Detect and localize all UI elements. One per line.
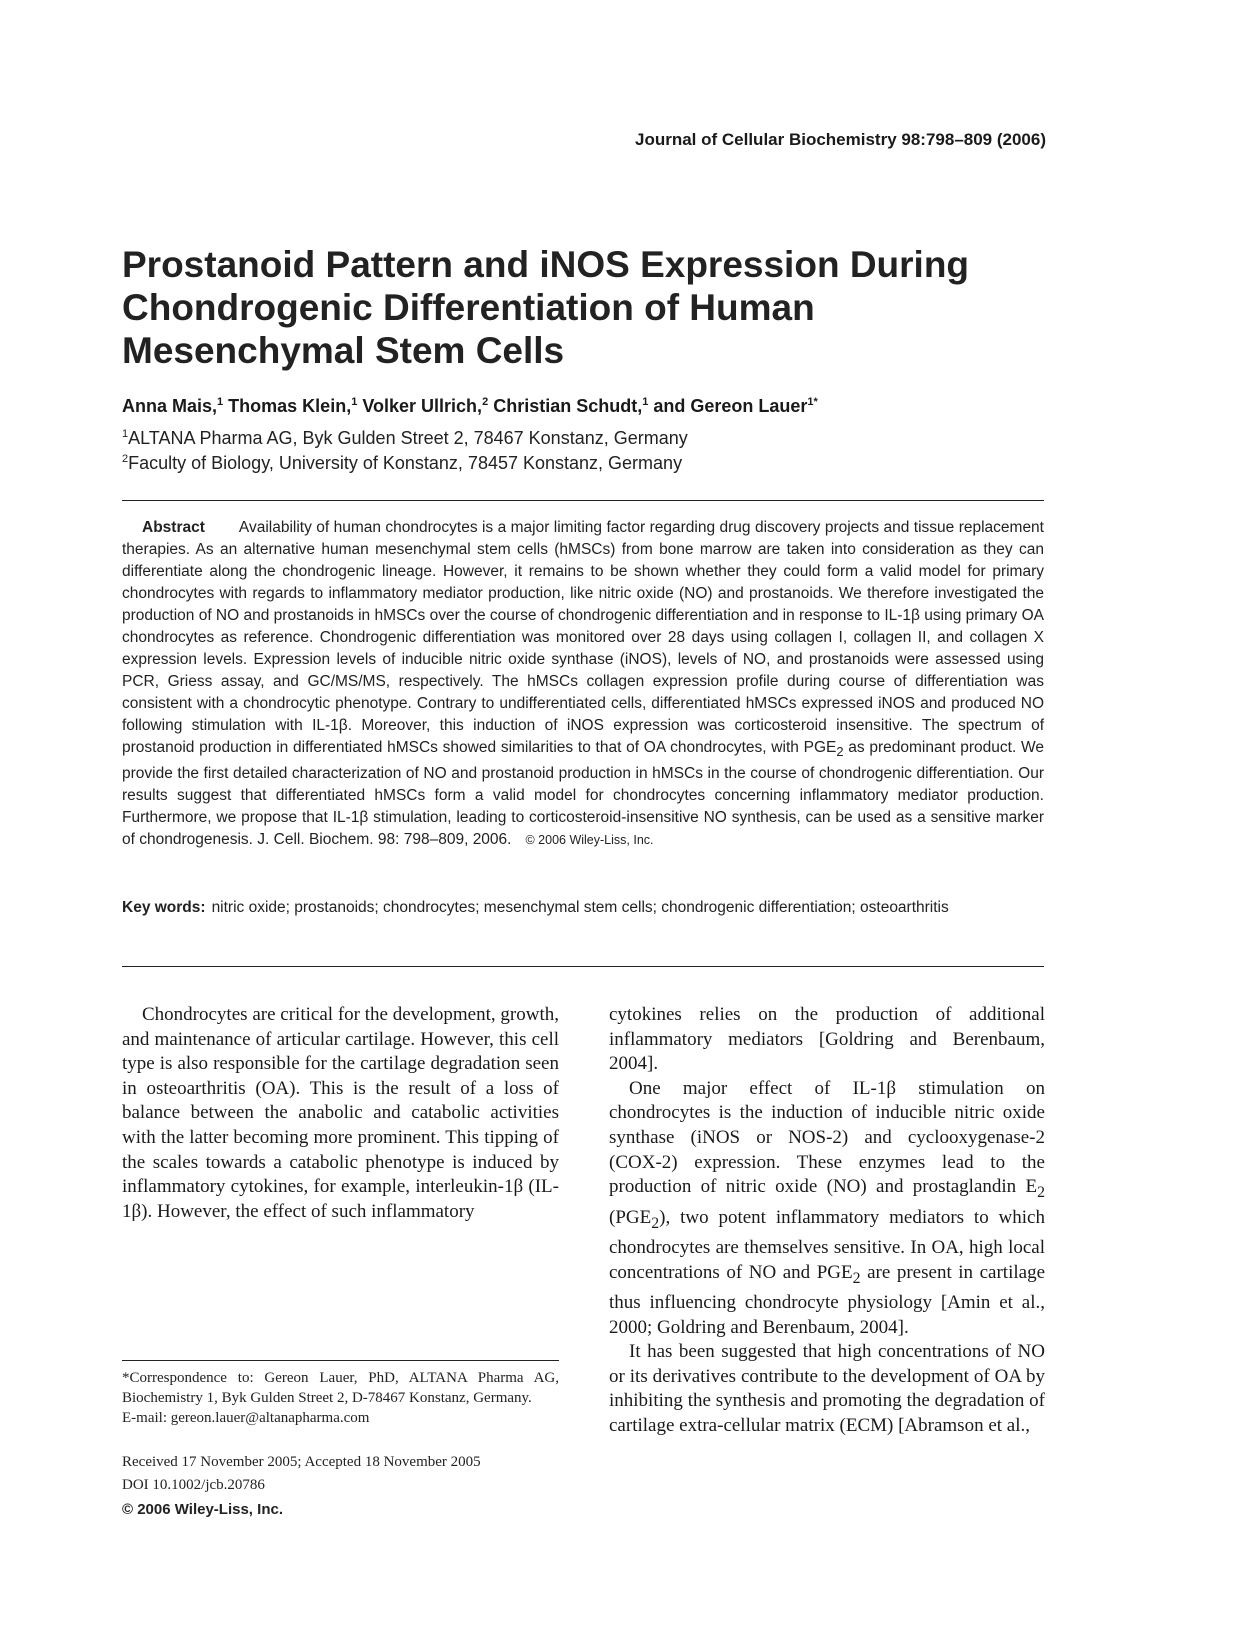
subscript: 2	[651, 1214, 660, 1232]
affiliation	[122, 453, 682, 474]
body-text: One major effect of IL-1β stimulation on chondrocytes is the induction of inducible nitric oxide synthase (iNOS or NOS-2) and cyclooxygenase-2 (COX-2) expression. These enzymes lead to the production of nitric oxide (NO) and prostaglandin E	[609, 1077, 1045, 1198]
author-affiliation-mark: 1	[351, 396, 358, 408]
author-name: Anna Mais,	[122, 396, 218, 416]
abstract-label: Abstract	[142, 519, 205, 536]
body-paragraph: It has been suggested that high concentrations of NO or its derivatives contribute to the development of OA by inhibiting the synthesis and promoting the degradation of cartilage extra-cellular matrix (ECM) [Abramson et al.,	[609, 1341, 1045, 1436]
doi: DOI 10.1002/jcb.20786	[122, 1477, 265, 1493]
keywords	[122, 897, 1044, 919]
journal-citation: Journal of Cellular Biochemistry 98:798–809 (2006)	[634, 130, 1046, 149]
author-list	[122, 396, 818, 417]
affiliation	[122, 428, 688, 449]
affiliation-number: 2	[122, 453, 129, 465]
divider	[122, 966, 1044, 967]
affiliation-text: ALTANA Pharma AG, Byk Gulden Street 2, 78467 Konstanz, Germany	[128, 428, 688, 448]
body-column-left	[122, 1003, 559, 1224]
title-line: Chondrogenic Differentiation of Human	[122, 287, 815, 328]
keywords-text: nitric oxide; prostanoids; chondrocytes; mesenchymal stem cells; chondrogenic differentiation; osteoarthritis	[211, 899, 949, 916]
title-line: Prostanoid Pattern and iNOS Expression During	[122, 244, 970, 285]
author-affiliation-mark: 1	[642, 396, 649, 408]
footnote-divider	[122, 1360, 559, 1361]
author-name: Volker Ullrich,	[362, 396, 483, 416]
affiliation-number: 1	[122, 428, 129, 440]
title-line: Mesenchymal Stem Cells	[122, 330, 565, 371]
abstract-copyright: © 2006 Wiley-Liss, Inc.	[525, 833, 654, 848]
author-affiliation-mark: 1*	[807, 396, 818, 408]
abstract-text: as predominant product. We provide the first detailed characterization of NO and prostanoid production in hMSCs in the course of chondrogenic differentiation. Our results suggest that differentiated hMSCs form a valid model for chondrocytes concerning inflammatory mediator production. Furthermore, we propose that IL-1β stimulation, leading to corticosteroid-insensitive NO synthesis, can be used as a sensitive marker of chondrogenesis. J. Cell. Biochem. 98: 798–809, 2006.	[122, 739, 1044, 849]
article-title	[122, 243, 1102, 372]
abstract	[122, 517, 1044, 851]
subscript: 2	[836, 744, 844, 760]
body-column-right	[609, 1003, 1045, 1438]
email-text: E-mail: gereon.lauer@altanapharma.com	[122, 1410, 370, 1426]
correspondence-text: *Correspondence to: Gereon Lauer, PhD, ALTANA Pharma AG, Biochemistry 1, Byk Gulden Street 2, D-78467 Konstanz, Germany.	[122, 1370, 559, 1406]
affiliation-text: Faculty of Biology, University of Konstanz, 78457 Konstanz, Germany	[128, 453, 683, 473]
body-paragraph: Chondrocytes are critical for the development, growth, and maintenance of articular cartilage. However, this cell type is also responsible for the cartilage degradation seen in osteoarthritis (OA). This is the result of a loss of balance between the anabolic and catabolic activities with the latter becoming more prominent. This tipping of the scales towards a catabolic phenotype is induced by inflammatory cytokines, for example, interleukin-1β (IL-1β). However, the effect of such inflammatory	[122, 1004, 559, 1222]
author-name: and Gereon Lauer	[653, 396, 808, 416]
author-affiliation-mark: 1	[217, 396, 224, 408]
author-name: Christian Schudt,	[493, 396, 643, 416]
subscript: 2	[1037, 1183, 1045, 1201]
abstract-text: Availability of human chondrocytes is a major limiting factor regarding drug discovery projects and tissue replacement therapies. As an alternative human mesenchymal stem cells (hMSCs) from bone marrow are taken into consideration as they can differentiate along the chondrogenic lineage. However, it remains to be shown whether they could form a valid model for primary chondrocytes with regards to inflammatory mediator production, like nitric oxide (NO) and prostanoids. We therefore investigated the production of NO and prostanoids in hMSCs over the course of chondrogenic differentiation and in response to IL-1β using primary OA chondrocytes as reference. Chondrogenic differentiation was monitored over 28 days using collagen I, collagen II, and collagen X expression levels. Expression levels of inducible nitric oxide synthase (iNOS), levels of NO, and prostanoids were assessed using PCR, Griess assay, and GC/MS/MS, respectively. The hMSCs collagen expression profile during course of differentiation was consistent with a chondrocytic phenotype. Contrary to undifferentiated cells, differentiated hMSCs expressed iNOS and produced NO following stimulation with IL-1β. Moreover, this induction of iNOS expression was corticosteroid insensitive. The spectrum of prostanoid production in differentiated hMSCs showed similarities to that of OA chondrocytes, with PGE	[122, 519, 1044, 756]
body-paragraph: cytokines relies on the production of additional inflammatory mediators [Goldring and Berenbaum, 2004].	[609, 1004, 1045, 1075]
copyright: © 2006 Wiley-Liss, Inc.	[122, 1501, 283, 1518]
body-text: ), two potent inflammatory mediators to which chondrocytes are themselves sensitive. In OA, high local concentrations of NO and PGE	[609, 1206, 1045, 1283]
body-text: are present in cartilage thus influencing chondrocyte physiology [Amin et al., 2000; Goldring and Berenbaum, 2004].	[609, 1261, 1046, 1338]
body-text: (PGE	[609, 1206, 652, 1228]
author-name: Thomas Klein,	[228, 396, 352, 416]
divider	[122, 500, 1044, 501]
received-dates: Received 17 November 2005; Accepted 18 November 2005	[122, 1454, 481, 1470]
body-paragraph	[609, 1077, 1045, 1340]
keywords-label: Key words:	[122, 899, 206, 916]
author-affiliation-mark: 2	[482, 396, 489, 408]
correspondence-footnote	[122, 1368, 559, 1428]
subscript: 2	[852, 1269, 861, 1287]
